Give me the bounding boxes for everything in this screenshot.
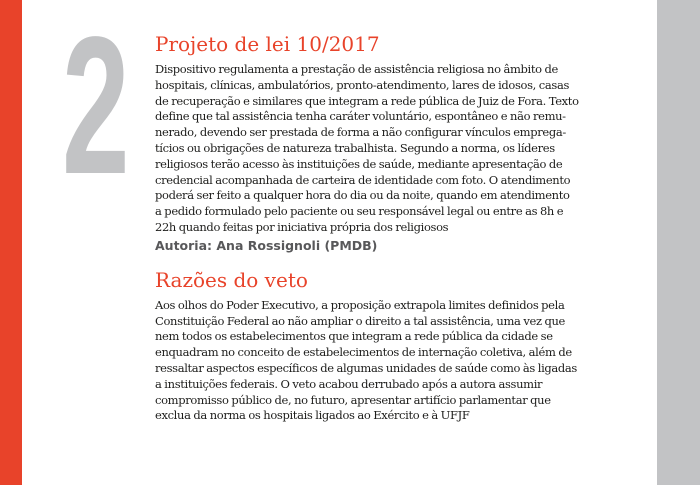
veto-line: nem todos os estabelecimentos que integram a rede pública da cidade se <box>155 329 553 344</box>
veto-title: Razões do veto <box>155 267 308 292</box>
right-gray-bar <box>657 0 700 485</box>
desc-line: poderá ser feito a qualquer hora do dia ou da noite, quando em atendimento <box>155 188 570 203</box>
desc-line: Dispositivo regulamenta a prestação de assistência religiosa no âmbito de <box>155 62 558 76</box>
desc-line: hospitais, clínicas, ambulatórios, pronto-atendimento, lares de idosos, casas <box>155 77 569 92</box>
desc-line: nerado, devendo ser prestada de forma a não configurar vínculos emprega- <box>155 125 566 140</box>
desc-line: a pedido formulado pelo paciente ou seu responsável legal ou entre as 8h e <box>155 204 564 219</box>
veto-line: Aos olhos do Poder Executivo, a proposição extrapola limites definidos pela <box>155 297 565 312</box>
veto-line: a instituições federais. O veto acabou derrubado após a autora assumir <box>155 376 543 391</box>
left-accent-bar <box>0 0 22 485</box>
veto-line: enquadram no conceito de estabelecimentos de internação coletiva, além de <box>155 345 572 360</box>
desc-line: 22h quando feitas por iniciativa própria dos religiosos <box>155 219 449 234</box>
veto-text <box>155 298 655 424</box>
veto-line: ressaltar aspectos específicos de algumas unidades de saúde como às ligadas <box>155 360 577 375</box>
desc-line: define que tal assistência tenha caráter voluntário, espontâneo e não remu- <box>155 109 566 124</box>
bill-title: Projeto de lei 10/2017 <box>155 32 380 56</box>
veto-line: compromisso público de, no futuro, apresentar artifício parlamentar que <box>155 392 551 407</box>
desc-line: credencial acompanhada de carteira de identidade com foto. O atendimento <box>155 172 571 187</box>
desc-line: de recuperação e similares que integram a rede pública de Juiz de Fora. Texto <box>155 93 579 108</box>
section-number: 2 <box>62 0 129 215</box>
desc-line: tícios ou obrigações de natureza trabalhista. Segundo a norma, os líderes <box>155 140 555 155</box>
bill-author: Autoria: Ana Rossignoli (PMDB) <box>155 237 378 253</box>
veto-line: Constituição Federal ao não ampliar o direito a tal assistência, uma vez que <box>155 313 565 328</box>
veto-line: exclua da norma os hospitais ligados ao Exército e à UFJF <box>155 408 470 423</box>
bill-description <box>155 62 655 236</box>
article-content <box>155 30 655 424</box>
desc-line: religiosos terão acesso às instituições de saúde, mediante apresentação de <box>155 156 563 171</box>
